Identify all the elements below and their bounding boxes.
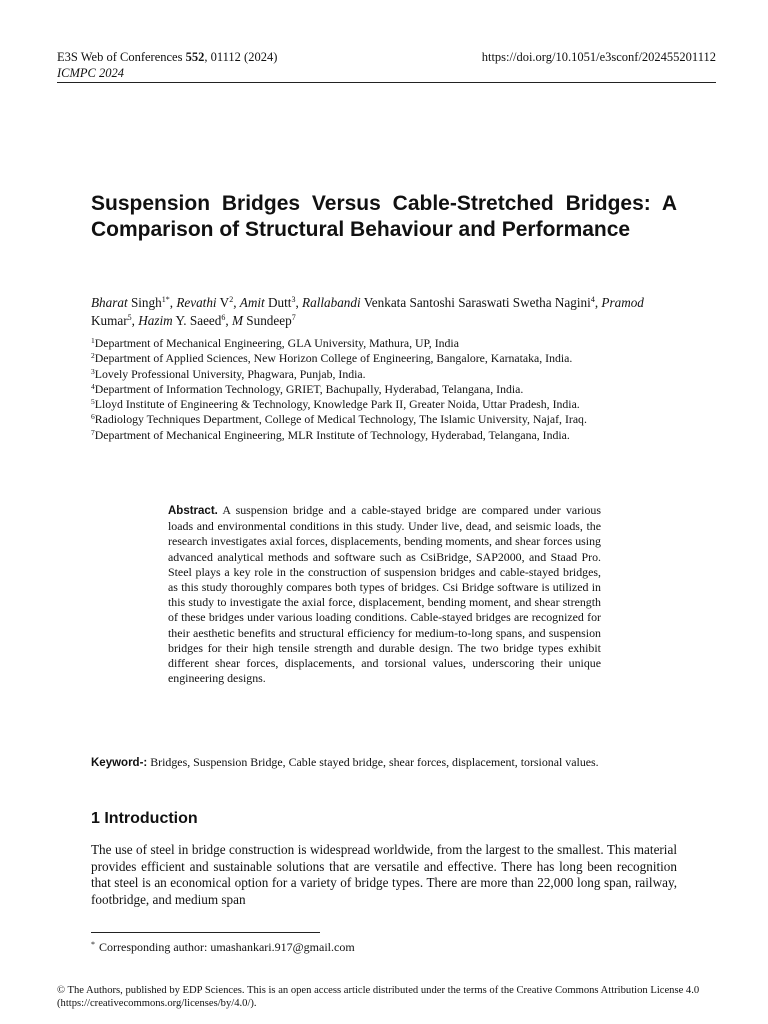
author-last-name: V xyxy=(216,295,230,310)
section-body-text: The use of steel in bridge construction is widespread worldwide, from the largest to the smallest. This material provides efficient and sustainable solutions that are versatile and effective. There has long been recognition that steel is an economical option for a variety of bridge types. There are more than 22,000 long span, railway, footbridge, and medium span xyxy=(91,842,677,907)
author-list xyxy=(91,294,677,329)
affiliation-item xyxy=(91,336,681,351)
affiliation-item xyxy=(91,412,681,427)
footnote-text: Corresponding author: umashankari.917@gmail.com xyxy=(99,940,355,954)
affiliation-text: Department of Mechanical Engineering, GLA University, Mathura, UP, India xyxy=(94,336,459,350)
affiliation-item xyxy=(91,428,681,443)
abstract-text: A suspension bridge and a cable-stayed bridge are compared under various loads and environmental conditions in this study. Under live, dead, and seismic loads, the research investigates axial forces, displacements, bending moments, and shear forces using advanced analytical methods and software such as CsiBridge, SAP2000, and Staad Pro. Steel plays a key role in the construction of suspension bridges and cable-stayed bridges, as this study thoroughly compares both types of bridges. Csi Bridge software is utilized in this study to investigate the axial force, displacement, bending moment, and shear strength of these bridges under various loading conditions. Cable-stayed bridges are recognized for their aesthetic benefits and structural efficiency for medium-to-long spans, and suspension bridges for their high tensile strength and durable design. The two bridge types exhibit different shear forces, displacements, and torsional values, underscoring their unique engineering designs. xyxy=(168,503,601,686)
abstract-label: Abstract. xyxy=(168,505,218,517)
author-separator: , xyxy=(131,312,139,328)
journal-name: E3S Web of Conferences xyxy=(57,50,186,64)
affiliation-item xyxy=(91,351,681,366)
affiliation-text: Department of Mechanical Engineering, MLR Institute of Technology, Hyderabad, Telangana, India. xyxy=(94,427,570,442)
affiliation-number: 3 xyxy=(91,366,95,376)
author-first-name: Bharat xyxy=(91,295,128,310)
author-affiliation-mark: 1* xyxy=(161,295,170,304)
author-last-name: Venkata Santoshi Saraswati Swetha Nagini xyxy=(360,295,591,310)
affiliation-number: 1 xyxy=(91,336,95,345)
keywords xyxy=(91,755,677,771)
author-first-name: Hazim xyxy=(138,312,173,328)
author xyxy=(138,313,232,328)
author-affiliation-mark: 2 xyxy=(229,295,234,304)
journal-volume: 552 xyxy=(185,50,205,64)
affiliation-list xyxy=(91,336,681,443)
author xyxy=(176,295,239,310)
author-last-name: Dutt xyxy=(264,295,292,310)
affiliation-item xyxy=(91,382,681,397)
footnote-mark: * xyxy=(91,940,95,949)
author-last-name: Y. Saeed xyxy=(172,312,222,328)
author xyxy=(302,295,601,310)
author-affiliation-mark: 4 xyxy=(590,295,595,304)
author xyxy=(240,295,302,310)
abstract xyxy=(168,503,601,686)
author-first-name: Pramod xyxy=(601,295,644,310)
author-separator: , xyxy=(169,295,177,310)
affiliation-number: 5 xyxy=(91,397,95,407)
author-first-name: Revathi xyxy=(176,295,217,310)
affiliation-text: Lovely Professional University, Phagwara, Punjab, India. xyxy=(94,366,366,381)
author-separator: , xyxy=(233,295,240,310)
affiliation-text: Radiology Techniques Department, College of Medical Technology, The Islamic University, Najaf, Iraq. xyxy=(94,412,587,427)
keywords-text: Bridges, Suspension Bridge, Cable stayed bridge, shear forces, displacement, torsional values. xyxy=(147,755,599,769)
author-affiliation-mark: 3 xyxy=(291,295,296,304)
affiliation-text: Department of Applied Sciences, New Horizon College of Engineering, Bangalore, Karnataka, India. xyxy=(94,351,573,366)
author xyxy=(91,295,176,310)
author-separator: , xyxy=(594,295,602,310)
paper-title: Suspension Bridges Versus Cable-Stretched Bridges: A Comparison of Structural Behaviour and Performance xyxy=(91,192,677,241)
section-heading: 1 Introduction xyxy=(91,810,198,827)
affiliation-number: 6 xyxy=(91,412,95,422)
affiliation-item xyxy=(91,367,681,382)
affiliation-text: Lloyd Institute of Engineering & Technology, Knowledge Park II, Greater Noida, Uttar Pradesh, India. xyxy=(94,397,580,412)
author-last-name: Singh xyxy=(127,295,162,310)
keywords-label: Keyword-: xyxy=(91,757,148,769)
conference-name: ICMPC 2024 xyxy=(57,66,125,80)
author-last-name: Kumar xyxy=(91,312,128,328)
author-first-name: M xyxy=(231,312,243,328)
author-last-name: Sundeep xyxy=(242,312,292,328)
doi-link[interactable]: https://doi.org/10.1051/e3sconf/202455201112 xyxy=(481,50,716,64)
license-notice: © The Authors, published by EDP Sciences. This is an open access article distributed under the terms of the Creative Commons Attribution License 4.0 (https://creativecommons.org/licenses/by/4.0/). xyxy=(57,985,700,1010)
affiliation-number: 2 xyxy=(91,351,95,361)
affiliation-number: 7 xyxy=(91,427,95,437)
author-separator: , xyxy=(295,295,303,310)
affiliation-number: 4 xyxy=(91,381,95,391)
affiliation-text: Department of Information Technology, GRIET, Bachupally, Hyderabad, Telangana, India. xyxy=(94,381,524,396)
author-first-name: Amit xyxy=(239,295,265,310)
author-separator: , xyxy=(225,312,232,328)
running-header-citation xyxy=(57,49,277,81)
footnote-divider xyxy=(91,932,320,933)
author-first-name: Rallabandi xyxy=(302,295,361,310)
author-affiliation-mark: 6 xyxy=(221,312,226,322)
author xyxy=(232,313,296,328)
header-divider xyxy=(57,82,716,83)
footnote xyxy=(91,940,355,955)
author-affiliation-mark: 7 xyxy=(291,312,296,322)
issue-year: , 01112 (2024) xyxy=(204,50,278,64)
affiliation-item xyxy=(91,397,681,412)
author-affiliation-mark: 5 xyxy=(127,312,132,322)
